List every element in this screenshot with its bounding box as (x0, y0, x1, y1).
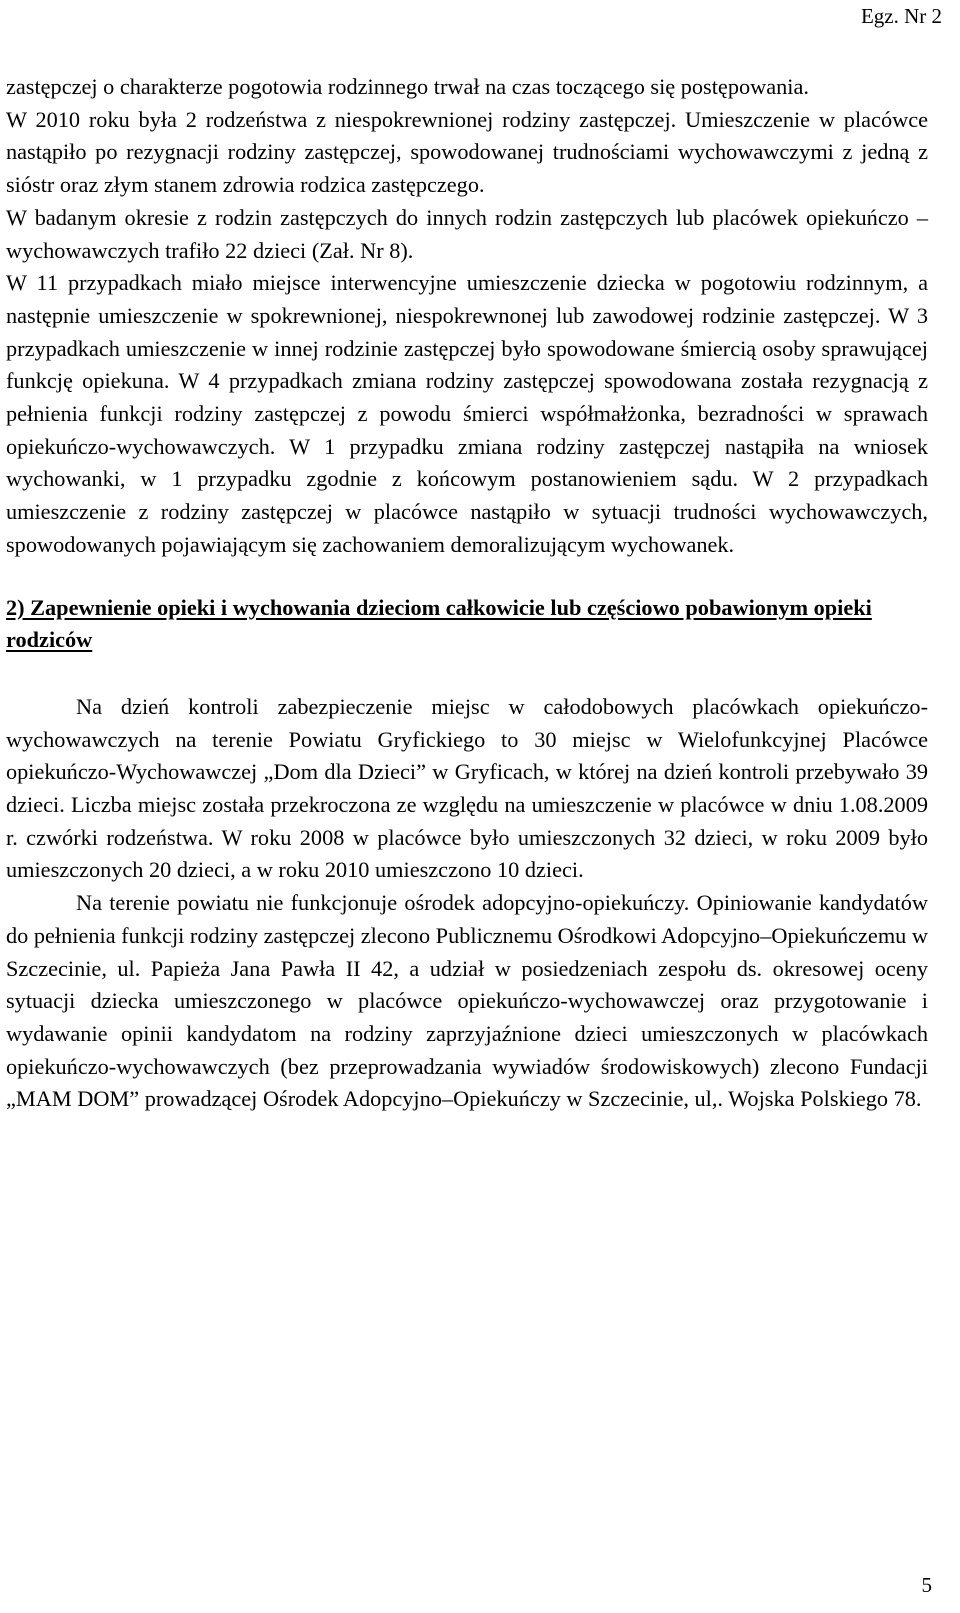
paragraph-adoption-center: Na terenie powiatu nie funkcjonuje ośrodek adopcyjno-opiekuńczy. Opiniowanie kandydatów do pełnienia funkcji rodziny zastępczej zlecono Publicznemu Ośrodkowi Adopcyjno–Opiekuńczemu w Szczecinie, ul. Papieża Jana Pawła II 42, a udział w posiedzeniach zespołu ds. okresowej oceny sytuacji dziecka umieszczonego w placówce opiekuńczo-wychowawczej oraz przygotowanie i wydawanie opinii kandydatom na rodziny zaprzyjaźnione dzieci umieszczonych w placówkach opiekuńczo-wychowawczych (bez przeprowadzania wywiadów środowiskowych) zlecono Fundacji „MAM DOM” prowadzącej Ośrodek Adopcyjno–Opiekuńczy w Szczecinie, ul,. Wojska Polskiego 78. (6, 890, 928, 1112)
copy-number-label: Egz. Nr 2 (860, 4, 942, 28)
paragraph-transfer-cases: W 11 przypadkach miało miejsce interwencyjne umieszczenie dziecka w pogotowiu rodzinnym, a następnie umieszczenie w spokrewnionej, niespokrewnonej lub zawodowej rodzinie zastępczej. W 3 przypadkach umieszczenie w innej rodzinie zastępczej było spowodowane śmiercią osoby sprawującej funkcję opiekuna. W 4 przypadkach zmiana rodziny zastępczej spowodowana została rezygnacją z pełnienia funkcji rodziny zastępczej z powodu śmierci współmałżonka, bezradności w sprawach opiekuńczo-wychowawczych. W 1 przypadku zmiana rodziny zastępczej nastąpiła na wniosek wychowanki, w 1 przypadku zgodnie z końcowym postanowieniem sądu. W 2 przypadkach umieszczenie z rodziny zastępczej w placówce nastąpiło w sytuacji trudności wychowawczych, spowodowanych pojawiającym się zachowaniem demoralizującym wychowanek. (6, 270, 928, 557)
paragraph-continuation: zastępczej o charakterze pogotowia rodzinnego trwał na czas toczącego się postępowania. (6, 74, 809, 99)
page-number: 5 (921, 1573, 932, 1597)
paragraph-transfers-summary: W badanym okresie z rodzin zastępczych do innych rodzin zastępczych lub placówek opiekuńczo – wychowawczych trafiło 22 dzieci (Zał. Nr 8). (6, 204, 928, 263)
section-heading: 2) Zapewnienie opieki i wychowania dzieciom całkowicie lub częściowo pobawionym opieki rodziców (6, 594, 872, 653)
document-body (6, 71, 928, 1116)
paragraph-siblings-2010: W 2010 roku była 2 rodzeństwa z niespokrewnionej rodziny zastępczej. Umieszczenie w placówce nastąpiło po rezygnacji rodziny zastępczej, spowodowanej trudnościami wychowawczymi z jedną z sióstr oraz złym stanem zdrowia rodzica zastępczego. (6, 106, 928, 198)
paragraph-placement-capacity: Na dzień kontroli zabezpieczenie miejsc w całodobowych placówkach opiekuńczo-wychowawczych na terenie Powiatu Gryfickiego to 30 miejsc w Wielofunkcyjnej Placówce opiekuńczo-Wychowawczej „Dom dla Dzieci” w Gryficach, w której na dzień kontroli przebywało 39 dzieci. Liczba miejsc została przekroczona ze względu na umieszczenie w placówce w dniu 1.08.2009 r. czwórki rodzeństwa. W roku 2008 w placówce było umieszczonych 32 dzieci, w roku 2009 było umieszczonych 20 dzieci, a w roku 2010 umieszczono 10 dzieci. (6, 693, 928, 883)
